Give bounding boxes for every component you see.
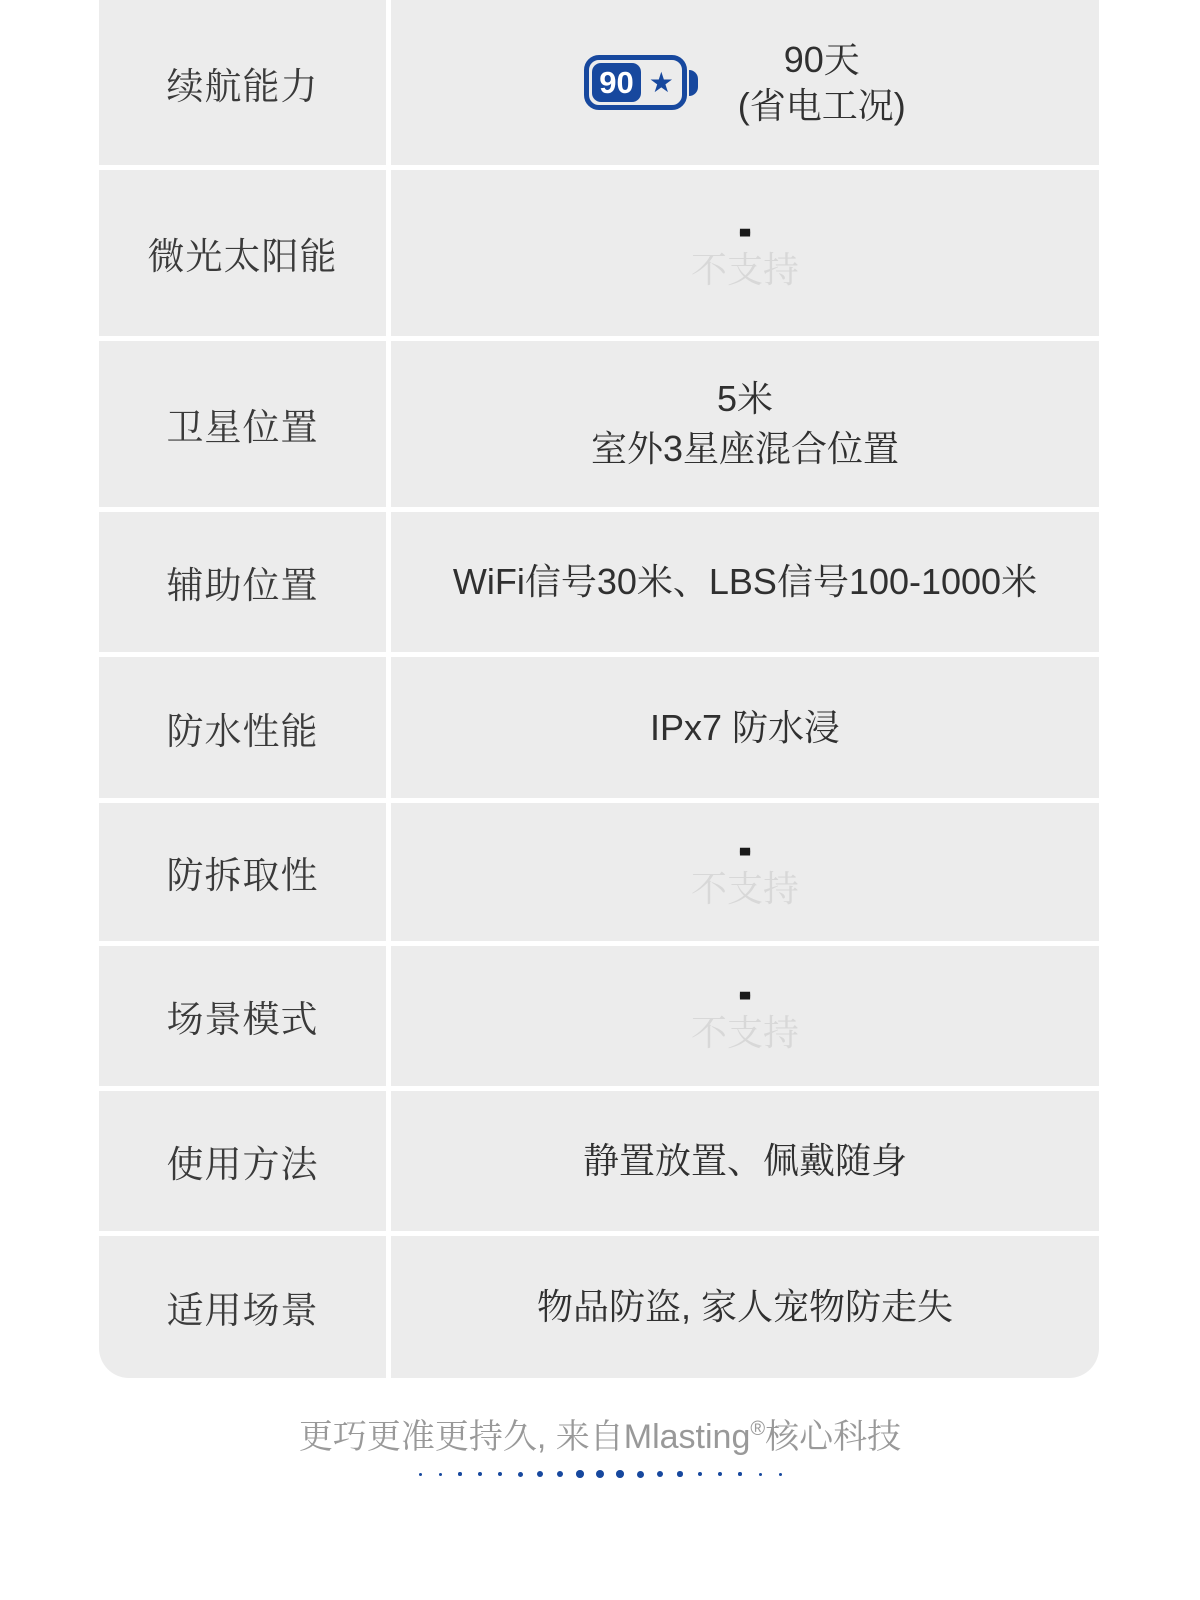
dot <box>458 1472 462 1476</box>
dot <box>718 1472 723 1477</box>
dot <box>518 1472 523 1477</box>
spec-label: 辅助位置 <box>166 565 319 606</box>
spec-label-cell <box>99 1091 386 1231</box>
unsupported-note: 不支持 <box>690 868 799 909</box>
tagline-text-suffix: 核心科技 <box>765 1418 902 1456</box>
spec-row-applicable-scenarios <box>99 1236 1099 1378</box>
unsupported-note: 不支持 <box>690 249 799 290</box>
spec-label-cell <box>99 0 386 165</box>
dot <box>779 1473 782 1476</box>
dot-slot <box>670 1468 690 1480</box>
spec-row-scene-mode <box>99 946 1099 1086</box>
footer-tagline <box>0 1409 1200 1457</box>
battery-90-icon <box>584 55 698 110</box>
spec-label: 微光太阳能 <box>147 236 338 277</box>
battery-life-value: 90天 <box>783 38 860 80</box>
dot <box>759 1473 762 1476</box>
footer-dots <box>0 1468 1200 1480</box>
dash-value: - <box>738 971 752 1015</box>
dot-slot <box>770 1468 790 1480</box>
dot <box>637 1471 644 1478</box>
dot <box>498 1472 503 1477</box>
spec-label-cell <box>99 341 386 507</box>
battery-life-value-group <box>584 37 906 129</box>
battery-number: 90 <box>592 63 640 102</box>
spec-row-battery-life <box>99 0 1099 165</box>
spec-label: 卫星位置 <box>166 407 319 448</box>
star-icon: ★ <box>648 66 674 98</box>
dot-slot <box>410 1468 430 1480</box>
dot <box>596 1470 605 1479</box>
dot <box>557 1471 564 1478</box>
spec-value-cell <box>391 1091 1099 1231</box>
registered-trademark-icon: ® <box>750 1418 766 1440</box>
spec-value-cell <box>391 512 1099 652</box>
spec-label: 适用场景 <box>166 1290 319 1331</box>
footer <box>0 1378 1200 1480</box>
spec-label-cell <box>99 1236 386 1378</box>
dot <box>419 1473 422 1476</box>
spec-value-line1: 5米 <box>716 378 774 419</box>
spec-value-cell <box>391 946 1099 1086</box>
dot-slot <box>750 1468 770 1480</box>
spec-label-cell <box>99 946 386 1086</box>
dot-slot <box>530 1468 550 1480</box>
spec-value-cell <box>391 803 1099 941</box>
battery-life-condition: (省电工况) <box>737 84 906 126</box>
dot <box>616 1470 624 1478</box>
spec-label-cell <box>99 803 386 941</box>
spec-label-cell <box>99 512 386 652</box>
tagline-text: 更巧更准更持久, 来自Mlasting <box>298 1418 751 1456</box>
dot <box>677 1471 683 1477</box>
dot <box>698 1472 703 1477</box>
spec-value-cell <box>391 657 1099 798</box>
dot <box>657 1471 663 1477</box>
spec-value-line2: 室外3星座混合位置 <box>590 428 900 469</box>
dot <box>537 1471 543 1477</box>
dot <box>478 1472 482 1476</box>
spec-label: 防拆取性 <box>166 855 319 896</box>
dot <box>576 1470 584 1478</box>
spec-value: WiFi信号30米、LBS信号100-1000米 <box>452 561 1038 602</box>
dot-slot <box>690 1468 710 1480</box>
dot-slot <box>510 1468 530 1480</box>
dot-slot <box>550 1468 570 1480</box>
dash-value: - <box>738 208 752 252</box>
battery-life-text <box>738 37 906 129</box>
spec-value: IPx7 防水浸 <box>649 706 841 748</box>
dot-slot <box>730 1468 750 1480</box>
spec-row-waterproof <box>99 657 1099 798</box>
spec-label-cell <box>99 170 386 336</box>
dot-slot <box>470 1468 490 1480</box>
dot-slot <box>710 1468 730 1480</box>
spec-label: 续航能力 <box>166 65 319 107</box>
spec-value-cell <box>391 170 1099 336</box>
spec-row-solar <box>99 170 1099 336</box>
spec-value-cell <box>391 341 1099 507</box>
dot-slot <box>590 1468 610 1480</box>
spec-value: 静置放置、佩戴随身 <box>582 1140 907 1181</box>
dot-slot <box>650 1468 670 1480</box>
dot-slot <box>630 1468 650 1480</box>
unsupported-note: 不支持 <box>690 1012 799 1053</box>
battery-body <box>584 55 687 110</box>
dot <box>738 1472 742 1476</box>
dot-slot <box>490 1468 510 1480</box>
dot-slot <box>450 1468 470 1480</box>
dot <box>439 1473 442 1476</box>
dot-slot <box>430 1468 450 1480</box>
spec-value-cell <box>391 0 1099 165</box>
spec-row-anti-tamper <box>99 803 1099 941</box>
dash-value: - <box>738 827 752 871</box>
spec-value: 物品防盗, 家人宠物防走失 <box>536 1286 953 1327</box>
spec-label-cell <box>99 657 386 798</box>
spec-row-assisted-positioning <box>99 512 1099 652</box>
spec-row-usage-method <box>99 1091 1099 1231</box>
battery-tip <box>689 70 698 96</box>
dot-slot <box>610 1468 630 1480</box>
spec-label: 防水性能 <box>166 710 319 752</box>
spec-label: 场景模式 <box>166 999 319 1040</box>
spec-label: 使用方法 <box>166 1144 319 1185</box>
spec-value-cell <box>391 1236 1099 1378</box>
dot-slot <box>570 1468 590 1480</box>
spec-row-satellite-positioning <box>99 341 1099 507</box>
